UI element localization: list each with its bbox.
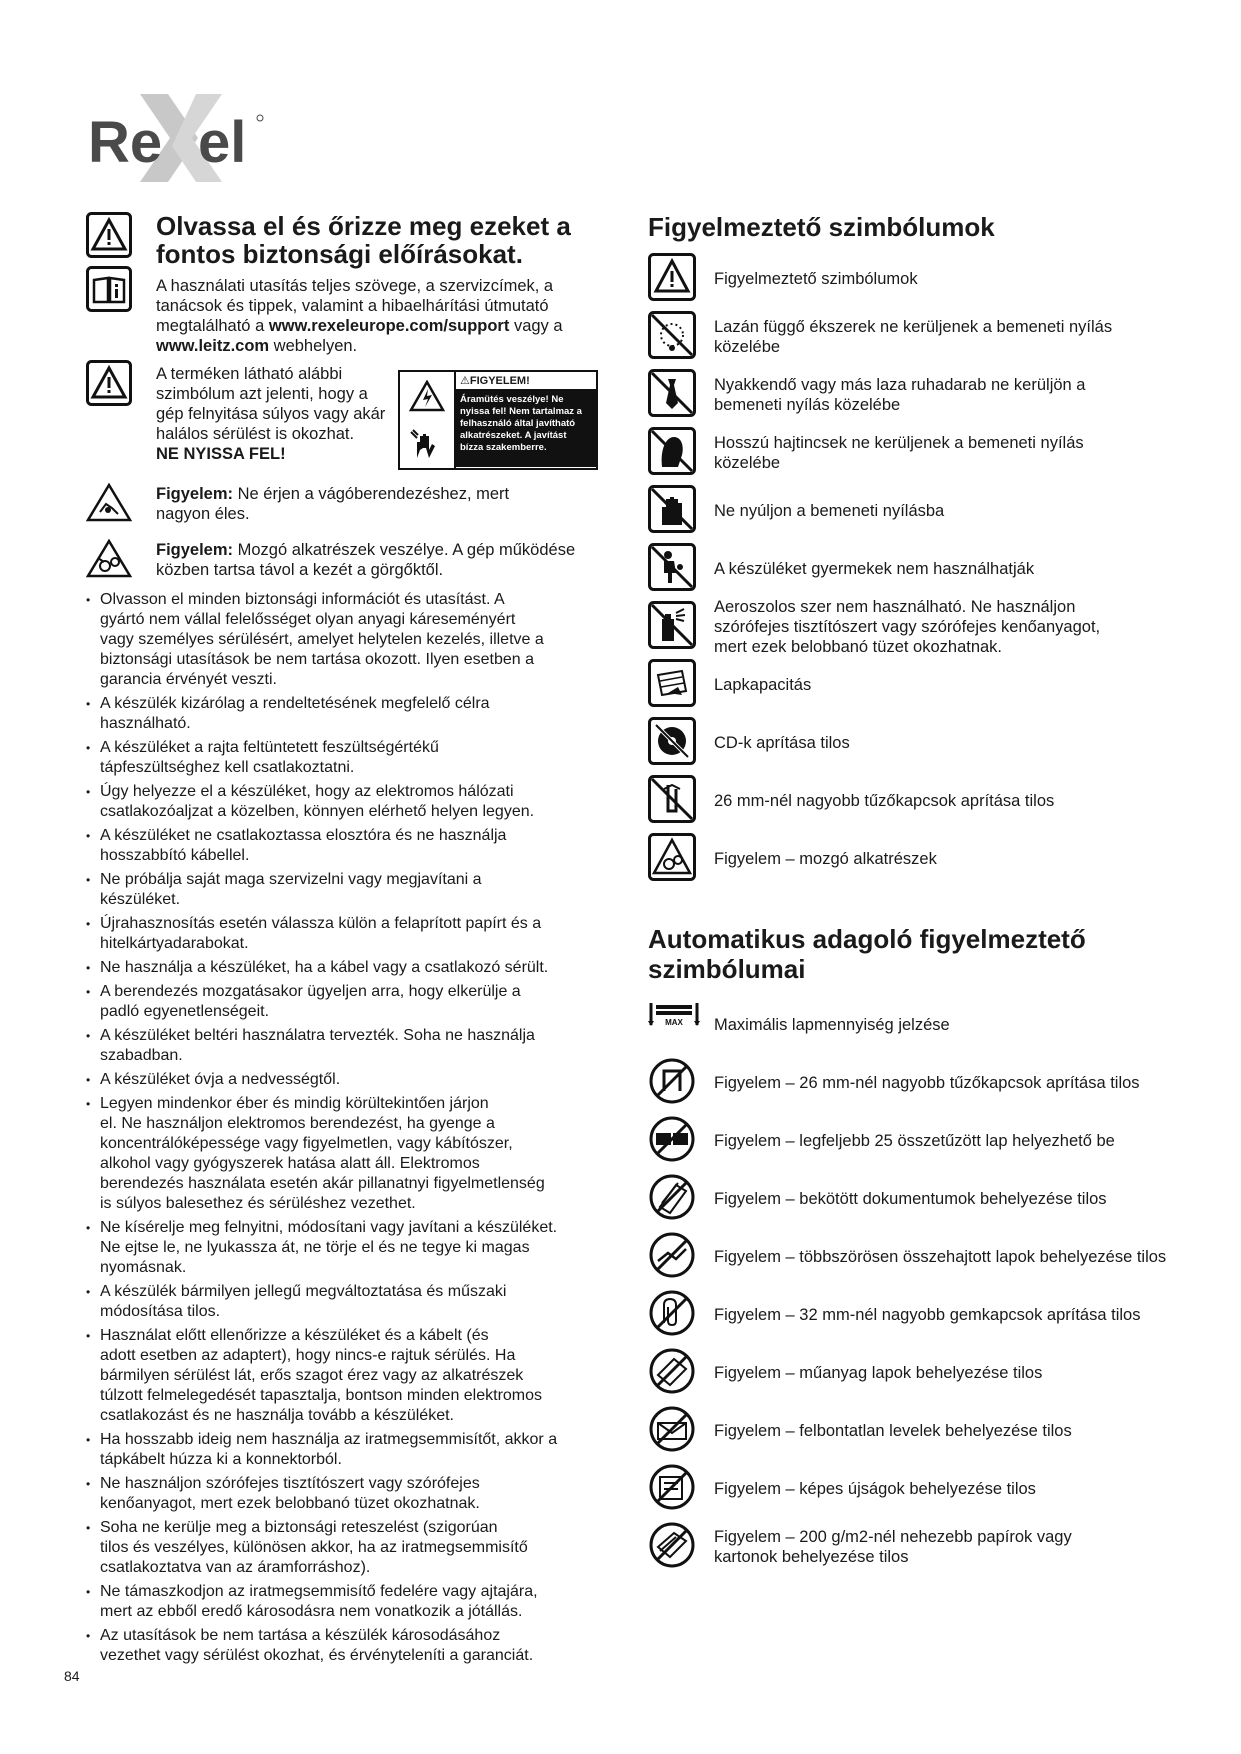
rule-line: koncentrálóképessége vagy figyelmetlen, vagy kábítószer, [100,1135,513,1152]
moving-parts-warning-text: Figyelem: Mozgó alkatrészek veszélye. A gép működése közben tartsa távol a kezét a görgőktől. [156,541,576,579]
symbol-label-line: Hosszú hajtincsek ne kerüljenek a bemeneti nyílás [714,434,1084,452]
symbol-row [648,366,1188,424]
symbol-row [648,482,1188,540]
symbol-row [648,1112,1188,1170]
symbol-label-line: Figyelmeztető szimbólumok [714,270,918,288]
symbol-row [648,1170,1188,1228]
symbol-label-line: Figyelem – 32 mm-nél nagyobb gemkapcsok aprítása tilos [714,1306,1141,1324]
electric-shock-icon [409,380,445,412]
rule-line: használható. [100,715,191,732]
no-bound-docs-icon [648,1173,700,1225]
warning-triangle-icon [86,360,132,406]
safety-rule-item [86,914,616,954]
symbol-label [714,317,1112,357]
safety-rule-item [86,826,616,866]
safety-rule-item [86,1582,616,1622]
symbol-row [648,1402,1188,1460]
symbol-row [648,424,1188,482]
symbol-label [714,791,1054,811]
moving-parts-warning-icon [86,538,132,578]
leitz-link[interactable]: www.leitz.com [156,337,270,355]
symbol-paragraph: A terméken látható alábbi szimbólum azt jelenti, hogy a gép felnyitása súlyos vagy akár halálos sérülést is okozhat. NE NYISSA FEL! [156,365,386,463]
rule-line: • A berendezés mozgatásakor ügyeljen arra, hogy elkerülje a [100,983,521,1000]
max-sheets-icon [648,999,700,1051]
safety-rule-item [86,590,616,690]
symbol-label [714,1015,950,1035]
symbol-label [714,1305,1140,1325]
rule-line: alkohol vagy gyógyszerek hatása alatt áll. Elektromos [100,1155,480,1172]
rule-line: adott esetben az adaptert), hogy nincs-e rajtuk sérülés. Ha [100,1347,516,1364]
symbol-label-line: Ne nyúljon a bemeneti nyílásba [714,502,945,520]
rule-line: • A készüléket ne csatlakoztassa elosztóra és ne használja [100,827,507,844]
rule-line: módosítása tilos. [100,1303,221,1320]
symbol-label [714,1073,1140,1093]
safety-rule-item [86,982,616,1022]
symbol-label [714,1189,1107,1209]
rule-line: tápkábelt húzza ki a konnektorból. [100,1451,342,1468]
rule-line: • A készüléket a rajta feltüntetett feszültségértékű [100,739,439,756]
symbol-row [648,714,1188,772]
rule-line: túlzott felmelegedését tapasztalja, bontson minden elektromos [100,1387,543,1404]
warning-triangle-icon [86,212,132,258]
support-link[interactable]: www.rexeleurope.com/support [268,317,510,335]
svg-text:Re: Re [88,110,163,175]
no-tie-icon [648,369,700,421]
safety-rule-item [86,1282,616,1322]
auto-feed-symbols-list [648,996,1188,1576]
symbol-label-line: mert ezek belobbanó tüzet okozhatnak. [714,638,1003,656]
rule-line: gyártó nem vállal felelősséget olyan anyagi káreseményért [100,611,516,628]
rule-line: vagy személyes sérülésért, amelyet helytelen kezelés, illetve a [100,631,544,648]
intro-paragraph: A használati utasítás teljes szövege, a szervizcímek, a tanácsok és tippek, valamint a hibaelhárítási útmutató megtalálható a www.rexeleurope.com/support vagy a www.leitz.com webhelyen. [156,277,563,355]
safety-rule-item [86,1474,616,1514]
rule-line: is súlyos balesethez és sérüléshez vezethet. [100,1195,416,1212]
symbol-label-line: Figyelem – 200 g/m2-nél nehezebb papírok vagy [714,1528,1072,1546]
rule-line: berendezés használata esetén akár pillanatnyi figyelmetlenség [100,1175,545,1192]
safety-rule-item [86,958,616,978]
symbol-row [648,1518,1188,1576]
rule-line: • Az utasítások be nem tartása a készülék károsodásához [100,1627,501,1644]
warning-triangle-icon [648,253,700,305]
symbol-label-line: Maximális lapmennyiség jelzése [714,1016,950,1034]
rule-line: • Olvasson el minden biztonsági információt és utasítást. A [100,591,505,608]
auto-feed-symbols-title: Automatikus adagoló figyelmeztető szimbólumai [648,924,1086,984]
safety-rule-item [86,1518,616,1578]
rule-line: nyomásnak. [100,1259,187,1276]
symbol-row [648,656,1188,714]
rule-line: tilos és veszélyes, különösen akkor, ha az iratmegsemmisítő [100,1539,528,1556]
symbol-label-line: CD-k aprítása tilos [714,734,850,752]
symbol-label [714,559,1034,579]
symbol-label [714,433,1084,473]
symbol-label [714,1479,1036,1499]
safety-rule-item [86,870,616,910]
symbol-label [714,849,937,869]
no-cd-icon [648,717,700,769]
safety-rule-item [86,1326,616,1426]
safety-rule-item [86,1218,616,1278]
rule-line: • Újrahasznosítás esetén válassza külön a felaprított papírt és a [100,915,542,932]
rule-line: vezethet vagy sérülést okozhat, és érvényteleníti a garanciát. [100,1647,534,1664]
symbol-row [648,1460,1188,1518]
rexel-logo-mark [88,86,288,190]
rule-line: mert az ebből eredő károsodásra nem vonatkozik a jótállás. [100,1603,523,1620]
symbol-label [714,1131,1115,1151]
warnbox-title: ⚠FIGYELEM! [456,372,596,391]
no-envelopes-icon [648,1405,700,1457]
safety-rule-item [86,738,616,778]
manual-book-icon [86,266,132,312]
rule-line: • Ne kísérelje meg felnyitni, módosítani vagy javítani a készüléket. [100,1219,558,1236]
rule-line: • Ne használja a készüléket, ha a kábel vagy a csatlakozó sérült. [100,959,549,976]
symbol-row [648,250,1188,308]
symbol-label-line: Figyelem – műanyag lapok behelyezése tilos [714,1364,1043,1382]
hand-shock-icon [409,428,445,460]
page-number: 84 [64,1668,80,1684]
shock-warning-label [398,370,598,470]
symbol-row [648,540,1188,598]
no-plastic-sheets-icon [648,1347,700,1399]
symbol-label [714,1363,1042,1383]
rule-line: • Ne támaszkodjon az iratmegsemmisítő fedelére vagy ajtajára, [100,1583,538,1600]
warning-symbols-title: Figyelmeztető szimbólumok [648,212,995,242]
no-folded-sheets-icon [648,1231,700,1283]
symbol-label [714,269,918,289]
rule-line: el. Ne használjon elektromos berendezést, ha gyenge a [100,1115,495,1132]
safety-rule-item [86,1094,616,1214]
rule-line: • Ne próbálja saját maga szervizelni vagy megjavítani a [100,871,482,888]
symbol-row [648,1228,1188,1286]
no-hand-icon [648,485,700,537]
rule-line: bármilyen sérülést lát, erős szagot érez vagy az alkatrészek [100,1367,524,1384]
moving-parts-icon [648,833,700,885]
symbol-label [714,1247,1166,1267]
rule-line: hitelkártyadarabokat. [100,935,249,952]
safety-rule-item [86,1626,616,1666]
safety-rules-list [86,590,616,1670]
rule-line: Ne ejtse le, ne lyukassza át, ne törje el és ne tegye ki magas [100,1239,530,1256]
symbol-label-line: Nyakkendő vagy más laza ruhadarab ne kerüljön a [714,376,1086,394]
symbol-label-line: bemeneti nyílás közelébe [714,396,901,414]
no-children-icon [648,543,700,595]
symbol-label [714,501,944,521]
symbol-label-line: közelébe [714,338,781,356]
symbol-label-line: Figyelem – mozgó alkatrészek [714,850,937,868]
rexel-logo [88,86,288,190]
symbol-label-line: kartonok behelyezése tilos [714,1548,909,1566]
symbol-label-line: Figyelem – képes újságok behelyezése tilos [714,1480,1036,1498]
max-stapled-sheets-icon [648,1115,700,1167]
rule-line: padló egyenetlenségeit. [100,1003,270,1020]
rule-line: • A készülék bármilyen jellegű megváltoztatása és műszaki [100,1283,507,1300]
symbol-label-line: Lapkapacitás [714,676,812,694]
symbol-label-line: Figyelem – felbontatlan levelek behelyezése tilos [714,1422,1072,1440]
symbol-label-line: Figyelem – többszörösen összehajtott lapok behelyezése tilos [714,1248,1167,1266]
symbol-row [648,1344,1188,1402]
warnbox-text: Áramütés veszélye! Ne nyissa fel! Nem tartalmaz a felhasználó által javítható alkatrészeket. A javítást bízza szakemberre. [456,391,596,467]
safety-rule-item [86,782,616,822]
rule-line: csatlakozást és ne használja tovább a készüléket. [100,1407,454,1424]
rule-line: garancia érvényét veszti. [100,671,277,688]
safety-title: Olvassa el és őrizze meg ezeket a fontos biztonsági előírásokat. [156,211,571,269]
symbol-label [714,1527,1072,1567]
symbol-label-line: közelébe [714,454,781,472]
symbol-label-line: Lazán függő ékszerek ne kerüljenek a bemeneti nyílás [714,318,1113,336]
rule-line: • Használat előtt ellenőrizze a készüléket és a kábelt (és [100,1327,489,1344]
no-magazines-icon [648,1463,700,1515]
rule-line: készüléket. [100,891,181,908]
rule-line: csatlakozóaljzat a közelben, könnyen elérhető helyen legyen. [100,803,535,820]
symbol-label [714,597,1100,657]
right-column [648,212,1188,1576]
no-long-hair-icon [648,427,700,479]
symbol-label-line: Figyelem – bekötött dokumentumok behelyezése tilos [714,1190,1107,1208]
sheet-capacity-icon [648,659,700,711]
no-large-staples-icon [648,1057,700,1109]
rule-line: kenőanyagot, mert ezek belobbanó tüzet okozhatnak. [100,1495,480,1512]
symbol-label-line: 26 mm-nél nagyobb tűzőkapcsok aprítása tilos [714,792,1055,810]
rule-line: • Ne használjon szórófejes tisztítószert vagy szórófejes [100,1475,480,1492]
no-heavy-paper-icon [648,1521,700,1573]
no-jewellery-icon [648,311,700,363]
symbol-label-line: Figyelem – 26 mm-nél nagyobb tűzőkapcsok aprítása tilos [714,1074,1140,1092]
rule-line: • A készülék kizárólag a rendeltetésének megfelelő célra [100,695,490,712]
symbol-label [714,675,811,695]
safety-rule-item [86,1070,616,1090]
sharp-blade-warning-icon [86,482,132,522]
symbol-row [648,830,1188,888]
no-paperclips-icon [648,1289,700,1341]
rule-line: csatlakoztatva van az áramforráshoz). [100,1559,371,1576]
symbol-label-line: A készüléket gyermekek nem használhatják [714,560,1035,578]
symbol-row [648,1054,1188,1112]
symbol-row [648,598,1188,656]
safety-rule-item [86,694,616,734]
symbol-label [714,1421,1072,1441]
rule-line: • Úgy helyezze el a készüléket, hogy az elektromos hálózati [100,783,514,800]
symbol-label [714,375,1085,415]
symbol-row [648,996,1188,1054]
rule-line: • Legyen mindenkor éber és mindig körültekintően járjon [100,1095,489,1112]
rule-line: tápfeszültséghez kell csatlakoztatni. [100,759,355,776]
rule-line: hosszabbító kábellel. [100,847,250,864]
symbol-label-line: szórófejes tisztítószert vagy szórófejes kenőanyagot, [714,618,1101,636]
rule-line: • A készüléket óvja a nedvességtől. [100,1071,341,1088]
svg-text:el: el [198,110,247,175]
no-staples-icon [648,775,700,827]
svg-text:MAX: MAX [665,1018,683,1027]
rule-line: biztonsági utasítások be nem tartása okozott. Ilyen esetben a [100,651,535,668]
rule-line: • A készüléket beltéri használatra tervezték. Soha ne használja [100,1027,535,1044]
safety-rule-item [86,1430,616,1470]
no-aerosol-icon [648,601,700,653]
symbol-label-line: Figyelem – legfeljebb 25 összetűzött lap helyezhető be [714,1132,1115,1150]
symbol-row [648,1286,1188,1344]
symbol-row [648,308,1188,366]
rule-line: • Ha hosszabb ideig nem használja az iratmegsemmisítőt, akkor a [100,1431,558,1448]
symbol-label [714,733,850,753]
blade-warning-text: Figyelem: Ne érjen a vágóberendezéshez, mert nagyon éles. [156,485,510,523]
rule-line: szabadban. [100,1047,183,1064]
safety-rule-item [86,1026,616,1066]
symbol-row [648,772,1188,830]
warning-symbols-list [648,250,1188,888]
rule-line: • Soha ne kerülje meg a biztonsági reteszelést (szigorúan [100,1519,498,1536]
symbol-label-line: Aeroszolos szer nem használható. Ne használjon [714,598,1076,616]
